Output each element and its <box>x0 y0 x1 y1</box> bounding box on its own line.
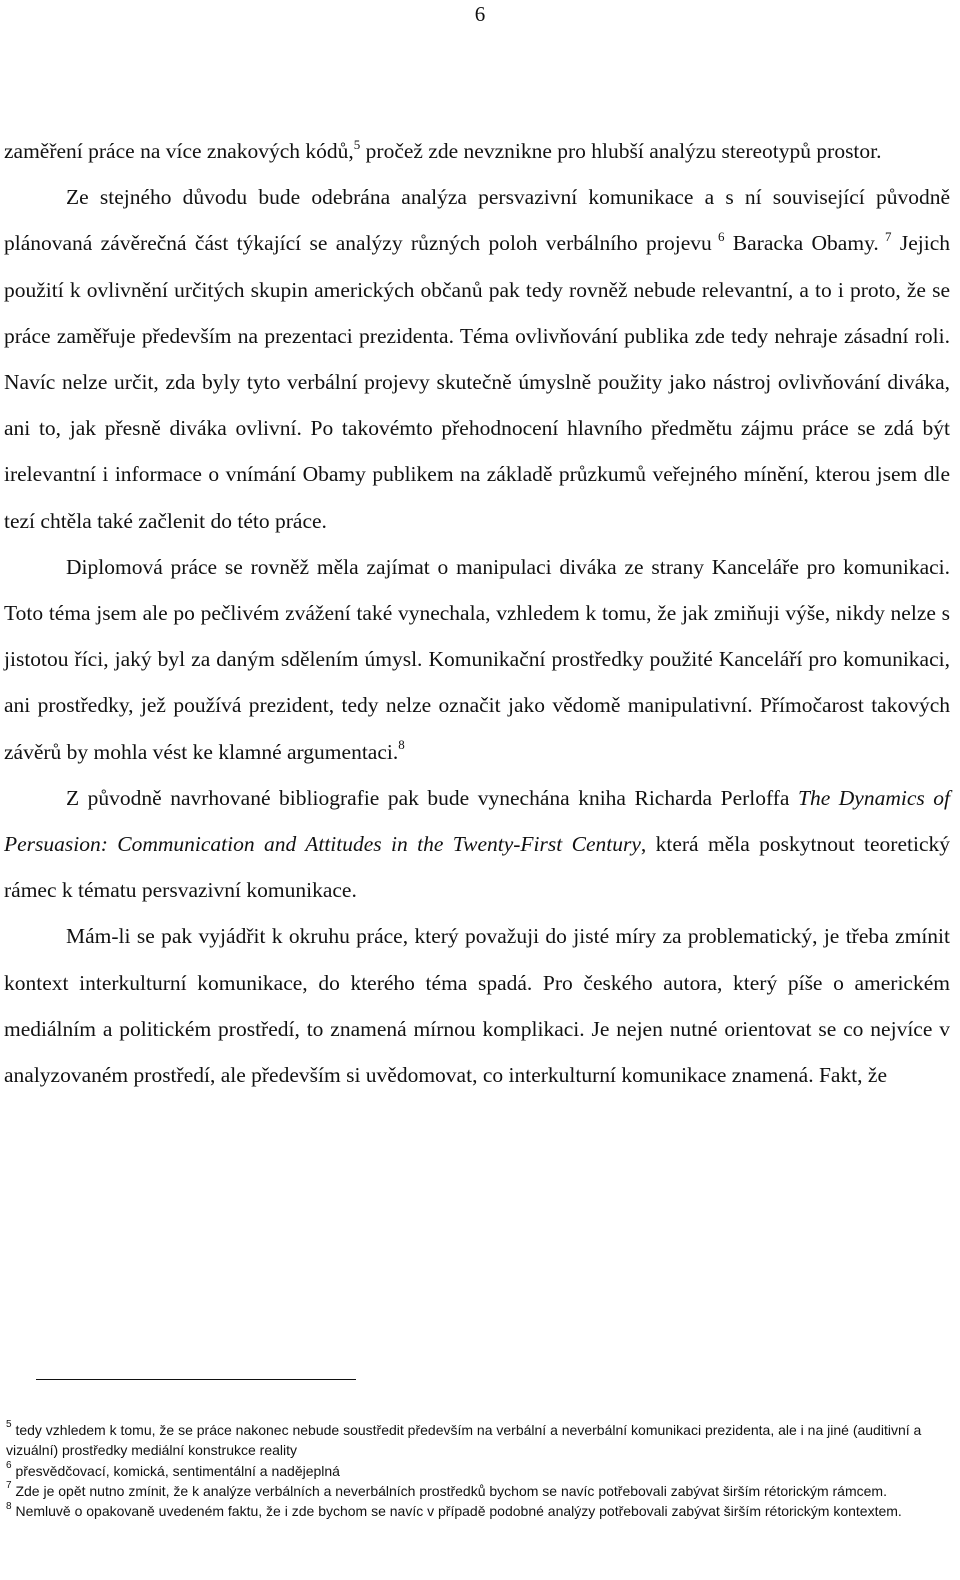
footnote-separator <box>36 1379 356 1380</box>
footnote-reference: 8 <box>398 737 405 753</box>
footnote-number: 8 <box>6 1500 12 1512</box>
text-segment: zaměření práce na více znakových kódů, <box>4 139 354 163</box>
text-segment: Jejich použití k ovlivnění určitých skupin amerických občanů pak tedy rovněž nebude relevantní, a to i proto, že se práce zaměřuje především na prezentaci prezidenta. Téma ovlivňování publika zde tedy nehraje zásadní roli. Navíc nelze určit, zda byly tyto verbální projevy skutečně úmyslně použity jako nástroj ovlivňování diváka, ani to, jak přesně diváka ovlivní. Po takovémto přehodnocení hlavního předmětu zájmu práce se zdá být irelevantní i informace o vnímání Obamy publikem na základě průzkumů veřejného mínění, kterou jsem dle tezí chtěla také začlenit do této práce. <box>4 231 951 533</box>
body-text <box>4 128 950 1098</box>
footnote <box>6 1461 950 1481</box>
footnote <box>6 1420 950 1461</box>
footnote-text: tedy vzhledem k tomu, že se práce nakonec nebude soustředit především na verbální a neverbální komunikaci prezidenta, ale i na jiné (auditivní a vizuální) prostředky mediální konstrukce reality <box>6 1422 922 1459</box>
footnote-number: 5 <box>6 1419 12 1431</box>
footnote-reference: 7 <box>878 229 892 245</box>
text-segment: Z původně navrhované bibliografie pak bude vynechána kniha Richarda Perloffa <box>66 785 798 810</box>
text-segment: Baracka Obamy. <box>724 231 879 256</box>
footnotes <box>6 1420 950 1521</box>
footnote <box>6 1501 950 1521</box>
footnote-reference: 6 <box>711 229 725 245</box>
text-segment: pročež zde nevznikne pro hlubší analýzu stereotypů prostor. <box>360 139 882 163</box>
footnote-number: 7 <box>6 1480 12 1492</box>
book-title: The Dynamics of Persuasion: Communication and Attitudes in the Twenty-First Century <box>4 785 951 857</box>
footnote <box>6 1481 950 1501</box>
footnote-text: přesvědčovací, komická, sentimentální a nadějeplná <box>11 1462 340 1479</box>
page-number: 6 <box>474 2 486 26</box>
footnote-number: 6 <box>6 1459 12 1471</box>
paragraph <box>4 544 950 775</box>
text-segment: Diplomová práce se rovněž měla zajímat o manipulaci diváka ze strany Kanceláře pro komunikaci. Toto téma jsem ale po pečlivém zvážení také vynechala, vzhledem k tomu, že jak zmiňuji výše, nikdy nelze s jistotou říci, jaký byl za daným sdělením úmysl. Komunikační prostředky použité Kanceláří pro komunikaci, ani prostředky, jež používá prezident, tedy nelze označit jako vědomě manipulativní. Přímočarost takových závěrů by mohla vést ke klamné argumentaci. <box>4 554 950 764</box>
text-segment: Ze stejného důvodu bude odebrána analýza persvazivní komunikace a s ní související původně plánovaná závěrečná část týkající se analýzy různých poloh verbálního projevu <box>4 185 950 256</box>
paragraph <box>4 128 950 174</box>
text-segment: , která měla poskytnout teoretický rámec k tématu persvazivní komunikace. <box>4 832 950 903</box>
footnote-text: Zde je opět nutno zmínit, že k analýze verbálních a neverbálních prostředků bychom se navíc potřebovali zabývat širším rétorickým rámcem. <box>11 1482 887 1499</box>
paragraph <box>4 174 950 544</box>
text-segment: Mám-li se pak vyjádřit k okruhu práce, který považuji do jisté míry za problematický, je třeba zmínit kontext interkulturní komunikace, do kterého téma spadá. Pro českého autora, který píše o americkém mediálním a politickém prostředí, to znamená mírnou komplikaci. Je nejen nutné orientovat se co nejvíce v analyzovaném prostředí, ale především si uvědomovat, co interkulturní komunikace znamená. Fakt, že <box>4 924 950 1088</box>
footnote-text: Nemluvě o opakovaně uvedeném faktu, že i zde bychom se navíc v případě podobné analýzy potřebovali zabývat širším rétorickým kontextem. <box>11 1503 902 1520</box>
paragraph <box>4 913 950 1098</box>
paragraph <box>4 775 950 914</box>
footnote-reference: 5 <box>353 136 361 152</box>
